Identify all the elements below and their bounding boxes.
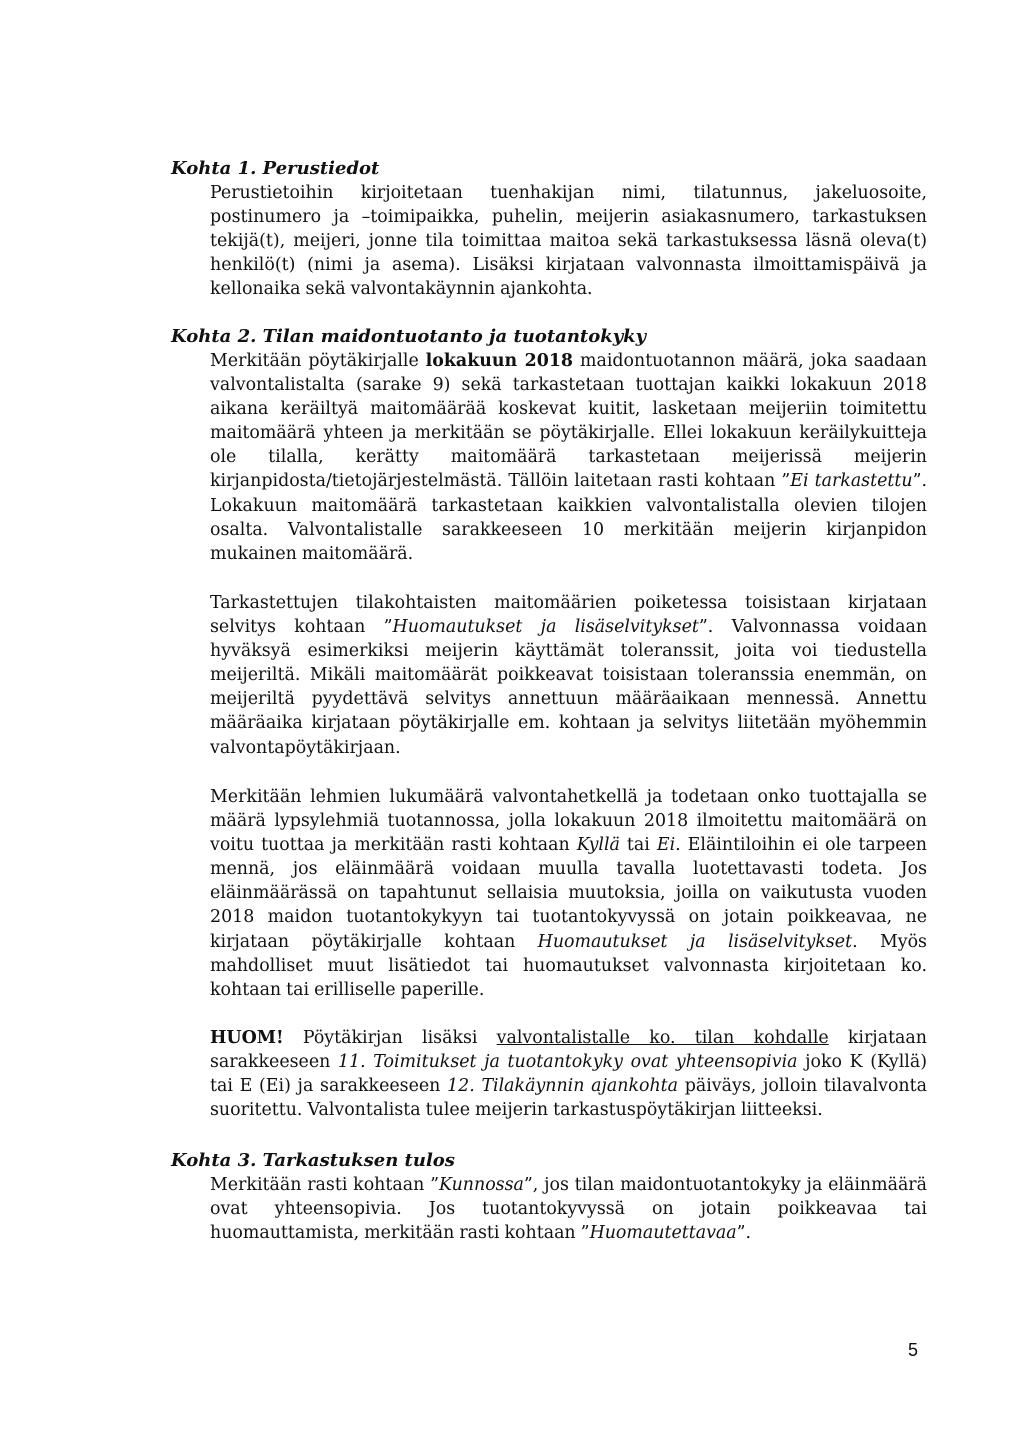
note-label: HUOM! xyxy=(210,1028,284,1048)
section-2-paragraph-2: Tarkastettujen tilakohtaisten maitomäärien poiketessa toisistaan kirjataan selvitys kohtaan ”Huomautukset ja lisäselvitykset”. Valvonnassa voidaan hyväksyä esimerkiksi meijerin käyttämät toleranssit, joita voi tiedustella meijeriltä. Mikäli maitomäärät poikkeavat toisistaan toleranssia enemmän, on meijeriltä pyydettävä selvitys annettuun määräaikaan mennessä. Annettu määräaika kirjataan pöytäkirjalle em. kohtaan ja selvitys liitetään myöhemmin valvontapöytäkirjaan. xyxy=(210,593,928,758)
section-2-paragraph-3: Merkitään lehmien lukumäärä valvontahetkellä ja todetaan onko tuottajalla se määrä lypsylehmiä tuotannossa, jolla lokakuun 2018 ilmoitettu maitomäärä on voitu tuottaa ja merkitään rasti kohtaan Kyllä tai Ei. Eläintiloihin ei ole tarpeen mennä, jos eläinmäärä voidaan muulla tavalla luotettavasti todeta. Jos eläinmäärässä on tapahtunut sellaisia muutoksia, joilla on vaikutusta vuoden 2018 maidon tuotantokykyyn tai tuotantokyvyssä on jotain poikkeavaa, ne kirjataan pöytäkirjalle kohtaan Huomautukset ja lisäselvitykset. Myös mahdolliset muut lisätiedot tai huomautukset valvonnasta kirjoitetaan ko. kohtaan tai erilliselle paperille. xyxy=(210,787,927,1000)
page-number: 5 xyxy=(908,1340,919,1360)
section-2-heading: Kohta 2. Tilan maidontuotanto ja tuotantokyky xyxy=(171,326,647,347)
section-1-paragraph-1: Perustietoihin kirjoitetaan tuenhakijan nimi, tilatunnus, jakeluosoite, postinumero ja –toimipaikka, puhelin, meijerin asiakasnumero, tarkastuksen tekijä(t), meijeri, jonne tila toimittaa maitoa sekä tarkastuksessa läsnä oleva(t) henkilö(t) (nimi ja asema). Lisäksi kirjataan valvonnasta ilmoittamispäivä ja kellonaika sekä valvontakäynnin ajankohta. xyxy=(210,183,927,300)
section-3-heading: Kohta 3. Tarkastuksen tulos xyxy=(171,1150,455,1171)
section-2-paragraph-1: Merkitään pöytäkirjalle lokakuun 2018 maidontuotannon määrä, joka saadaan valvontalistalta (sarake 9) sekä tarkastetaan tuottajan kaikki lokakuun 2018 aikana keräiltyä maitomäärää koskevat kuitit, lasketaan meijeriin toimitettu maitomäärä yhteen ja merkitään se pöytäkirjalle. Ellei lokakuun keräilykuitteja ole tilalla, kerätty maitomäärä tarkastetaan meijerissä meijerin kirjanpidosta/tietojärjestelmästä. Tällöin laitetaan rasti kohtaan ”Ei tarkastettu”. Lokakuun maitomäärä tarkastetaan kaikkien valvontalistalla olevien tilojen osalta. Valvontalistalle sarakkeeseen 10 merkitään meijerin kirjanpidon mukainen maitomäärä. xyxy=(210,351,928,564)
emphasis-month: lokakuun 2018 xyxy=(425,351,574,371)
section-2-paragraph-4: HUOM! Pöytäkirjan lisäksi valvontalistalle ko. tilan kohdalle kirjataan sarakkeeseen 11. Toimitukset ja tuotantokyky ovat yhteensopivia joko K (Kyllä) tai E (Ei) ja sarakkeeseen 12. Tilakäynnin ajankohta päiväys, jolloin tilavalvonta suoritettu. Valvontalista tulee meijerin tarkastuspöytäkirjan liitteeksi. xyxy=(210,1028,928,1121)
section-3-paragraph-1: Merkitään rasti kohtaan ”Kunnossa”, jos tilan maidontuotantokyky ja eläinmäärä ovat yhteensopivia. Jos tuotantokyvyssä on jotain poikkeavaa tai huomauttamista, merkitään rasti kohtaan ”Huomautettavaa”. xyxy=(210,1175,927,1244)
section-1-heading: Kohta 1. Perustiedot xyxy=(171,158,380,179)
